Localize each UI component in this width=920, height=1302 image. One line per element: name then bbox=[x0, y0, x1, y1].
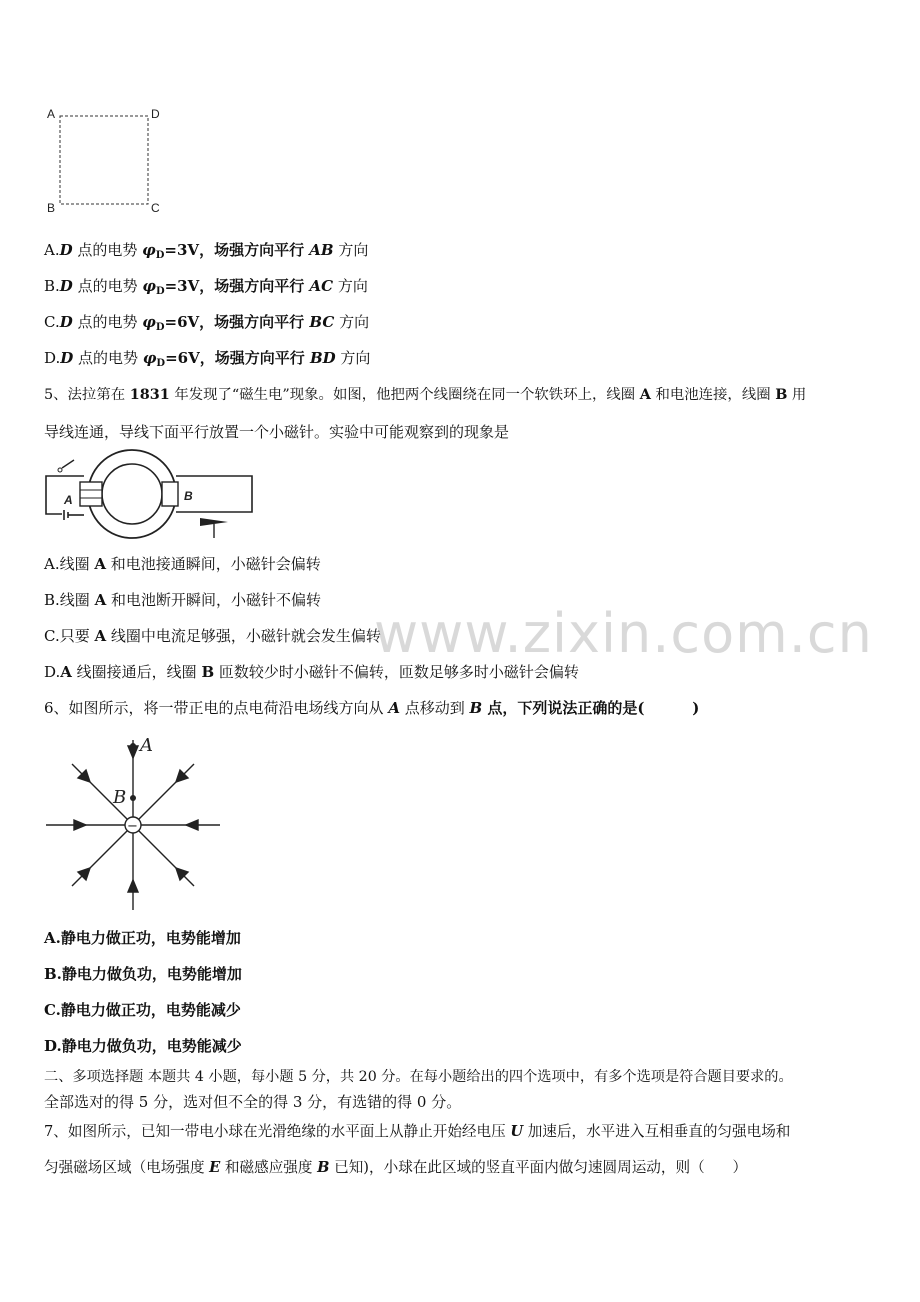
square-figure bbox=[44, 104, 174, 219]
point-a-label: A bbox=[140, 735, 153, 756]
electric-field-figure bbox=[44, 734, 224, 914]
coil-a-label: A bbox=[64, 493, 73, 507]
label-b: B bbox=[47, 201, 56, 215]
q6-option-b[interactable]: B.静电力做负功，电势能增加 bbox=[44, 965, 242, 983]
q4-option-a[interactable]: A.D 点的电势 $\varphi_D=3V$，场强方向平行 AB 方向 bbox=[44, 241, 369, 261]
q5-option-d[interactable]: D.A 线圈接通后，线圈 B 匝数较少时小磁针不偏转，匝数足够多时小磁针会偏转 bbox=[44, 663, 579, 681]
q6-option-d[interactable]: D.静电力做负功，电势能减少 bbox=[44, 1037, 242, 1055]
q6-stem: 6、如图所示，将一带正电的点电荷沿电场线方向从 A 点移动到 B 点，下列说法正确的是( ) bbox=[44, 699, 700, 717]
q7-stem-line1: 7、如图所示，已知一带电小球在光滑绝缘的水平面上从静止开始经电压 U 加速后，水平进入互相垂直的匀强电场和 bbox=[44, 1123, 791, 1140]
label-d: D bbox=[151, 107, 160, 121]
section2-instructions-line2: 全部选对的得 5 分，选对但不全的得 3 分，有选错的得 0 分。 bbox=[44, 1093, 462, 1111]
q5-stem-line2: 导线连通，导线下面平行放置一个小磁针。实验中可能观察到的现象是 bbox=[44, 423, 510, 441]
coil-ring-figure bbox=[40, 448, 260, 540]
q4-option-c[interactable]: C.D 点的电势 $\varphi_D=6V$，场强方向平行 BC 方向 bbox=[44, 313, 370, 333]
watermark: www.zixin.com.cn bbox=[374, 602, 873, 665]
q4-option-b[interactable]: B.D 点的电势 $\varphi_D=3V$，场强方向平行 AC 方向 bbox=[44, 277, 368, 297]
q6-option-c[interactable]: C.静电力做正功，电势能减少 bbox=[44, 1001, 241, 1019]
section2-instructions-line1: 二、多项选择题 本题共 4 小题，每小题 5 分，共 20 分。在每小题给出的四个选项中，有多个选项是符合题目要求的。 bbox=[44, 1069, 793, 1085]
q6-option-a[interactable]: A.静电力做正功，电势能增加 bbox=[44, 929, 241, 947]
q5-option-b[interactable]: B.线圈 A 和电池断开瞬间，小磁针不偏转 bbox=[44, 591, 321, 609]
q5-option-a[interactable]: A.线圈 A 和电池接通瞬间，小磁针会偏转 bbox=[44, 555, 321, 573]
label-a: A bbox=[47, 107, 56, 121]
negative-charge-sign: − bbox=[127, 819, 138, 834]
q5-option-c[interactable]: C.只要 A 线圈中电流足够强，小磁针就会发生偏转 bbox=[44, 627, 381, 645]
q5-stem-line1: 5、法拉第在 1831 年发现了“磁生电”现象。如图，他把两个线圈绕在同一个软铁环上，线圈 A 和电池连接，线圈 B 用 bbox=[44, 386, 807, 403]
label-c: C bbox=[151, 201, 160, 215]
q7-stem-line2: 匀强磁场区域（电场强度 E 和磁感应强度 B 已知)，小球在此区域的竖直平面内做匀速圆周运动，则（ ） bbox=[44, 1159, 748, 1176]
point-b-label: B bbox=[113, 787, 127, 808]
q4-option-d[interactable]: D.D 点的电势 $\varphi_D=6V$，场强方向平行 BD 方向 bbox=[44, 349, 371, 369]
coil-b-label: B bbox=[184, 489, 193, 503]
